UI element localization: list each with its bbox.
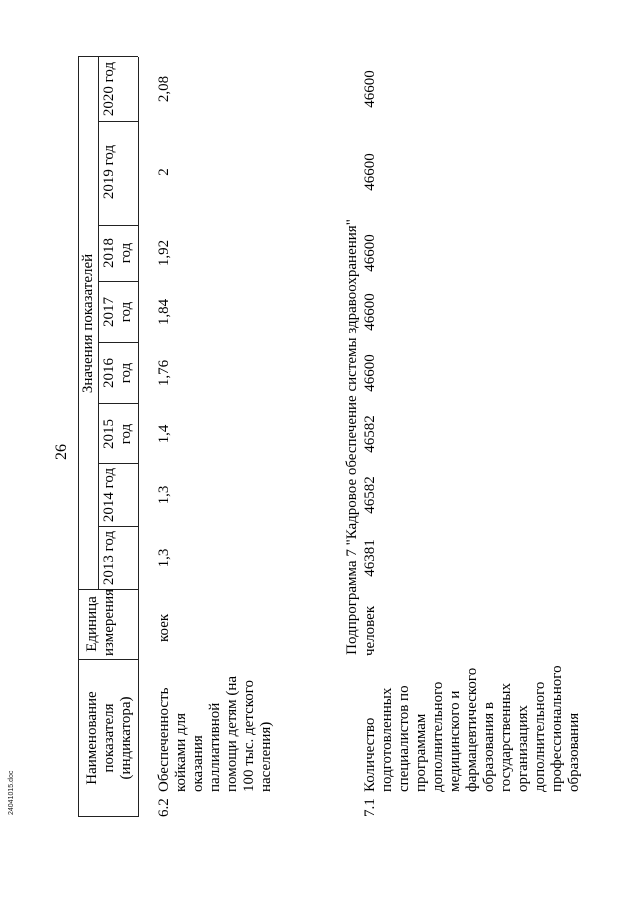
header-name: Наименование показателя (индикатора) xyxy=(84,691,134,785)
header-year: 2019 год xyxy=(101,144,117,200)
row-value: 46600 xyxy=(362,293,378,331)
row-value: 46582 xyxy=(362,415,378,453)
row-value: 46600 xyxy=(362,234,378,272)
row-value: 1,84 xyxy=(156,298,172,326)
row-indicator-name: Количество подготовленных специалистов по программам дополнительного медицинского и фармацевтического образования в государственных организациях дополнительного профессионального образования xyxy=(362,665,582,792)
landscape-table xyxy=(40,22,600,882)
table-top-border xyxy=(78,57,79,817)
header-year: 2014 год xyxy=(101,467,117,523)
row-number: 6.2 xyxy=(156,798,172,817)
row-value: 46381 xyxy=(362,539,378,577)
row-value: 46600 xyxy=(362,153,378,191)
row-value: 1,3 xyxy=(156,548,172,568)
row-number: 7.1 xyxy=(362,798,378,817)
col-divider xyxy=(98,225,138,226)
header-unit: Единица измерения xyxy=(84,588,117,656)
table-left-border xyxy=(78,816,138,817)
row-value: 46600 xyxy=(362,354,378,392)
row-value: 46582 xyxy=(362,476,378,514)
row-value: 2,08 xyxy=(156,75,172,103)
header-year: 2016 год xyxy=(101,358,134,388)
row-unit: человек xyxy=(362,605,378,656)
values-group-divider xyxy=(98,57,99,590)
row-indicator-name: Обеспеченность койками для оказания паллиативной помощи детям (на 100 тыс. детского населения) xyxy=(156,675,274,792)
header-year: 2017 год xyxy=(101,297,134,327)
header-values-group: Значения показателей xyxy=(80,253,96,394)
col-divider xyxy=(98,403,138,404)
header-bottom-border xyxy=(138,57,139,817)
col-divider xyxy=(98,526,138,527)
col-divider xyxy=(78,659,138,660)
subprogram-title: Подпрограмма 7 "Кадровое обеспечение системы здравоохранения" xyxy=(344,219,360,655)
page-number: 26 xyxy=(53,444,70,460)
col-divider xyxy=(98,121,138,122)
row-value: 2 xyxy=(156,168,172,176)
header-year: 2018 год xyxy=(101,238,134,268)
row-value: 1,76 xyxy=(156,359,172,387)
row-value: 46600 xyxy=(362,70,378,108)
row-value: 1,3 xyxy=(156,485,172,505)
row-unit: коек xyxy=(156,613,172,642)
col-divider xyxy=(98,342,138,343)
header-year: 2013 год xyxy=(101,530,117,586)
footer-doc-name: 24041015.doc xyxy=(8,770,15,815)
col-divider xyxy=(98,463,138,464)
header-year: 2020 год xyxy=(101,61,117,117)
row-value: 1,4 xyxy=(156,424,172,444)
row-value: 1,92 xyxy=(156,239,172,267)
col-divider xyxy=(98,281,138,282)
header-year: 2015 год xyxy=(101,419,134,449)
